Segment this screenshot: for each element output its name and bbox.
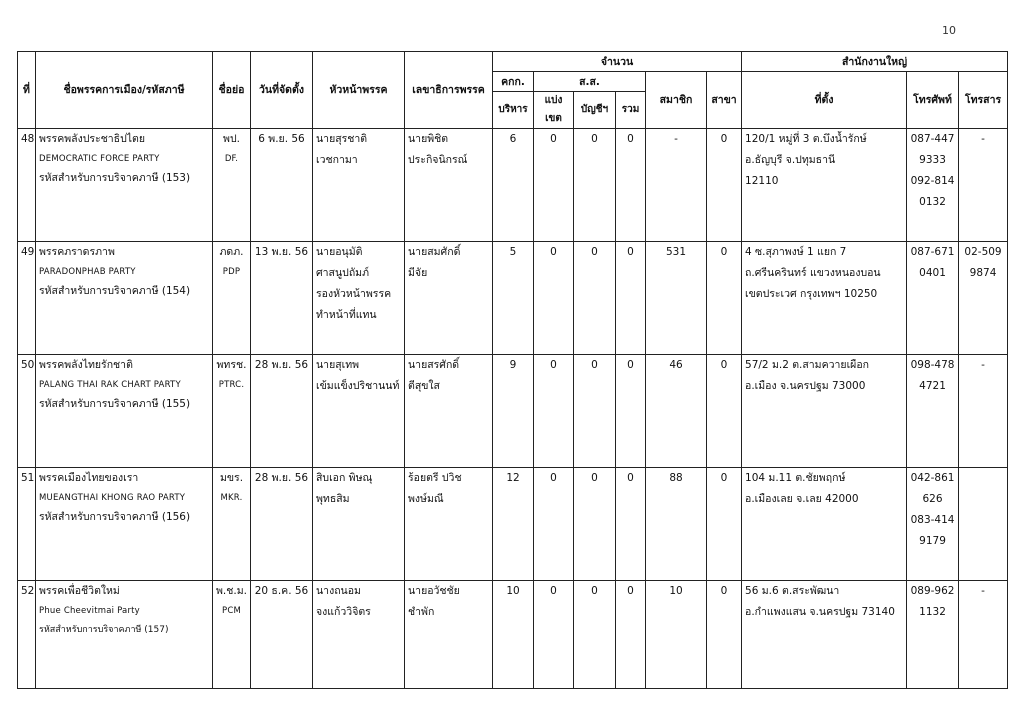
row-no: 51 (18, 468, 36, 581)
abbr-en: DF. (224, 154, 239, 164)
fax-line: 9874 (969, 267, 997, 279)
mp-district-count: 0 (534, 581, 574, 689)
abbr-en: PCM (222, 606, 241, 616)
mp-list-count: 0 (574, 129, 616, 242)
party-name-en: Phue Cheevitmai Party (39, 606, 140, 616)
phone-line: 092-814 (910, 175, 955, 187)
party-name-th: พรรคพลังประชาธิปไตย (39, 133, 145, 145)
header-no: ที่ (18, 52, 36, 129)
secretary-line: ร้อยตรี ปวิช (408, 472, 462, 484)
phone-line: 626 (922, 493, 943, 505)
header-count-group: จำนวน (493, 52, 742, 72)
address-cell (742, 581, 907, 689)
phone-cell (907, 355, 959, 468)
leader-line: จงแก้ววิจิตร (316, 606, 371, 618)
secretary-line: มีจัย (408, 267, 428, 279)
mp-list-count: 0 (574, 242, 616, 355)
leader-line: ทำหน้าที่แทน (316, 309, 377, 321)
members-count: 46 (646, 355, 707, 468)
abbr-cell (213, 129, 251, 242)
party-name-en: MUEANGTHAI KHONG RAO PARTY (39, 493, 186, 503)
address-line: ถ.ศรีนครินทร์ แขวงหนองบอน (745, 267, 881, 279)
header-exec-sub: บริหาร (493, 92, 534, 129)
header-hq-group: สำนักงานใหญ่ (742, 52, 1008, 72)
exec-count: 5 (493, 242, 534, 355)
phone-line: 9179 (919, 535, 946, 547)
leader-line: นางถนอม (316, 585, 361, 597)
branches-count: 0 (707, 355, 742, 468)
abbr-th: มขร. (219, 472, 244, 484)
branches-count: 0 (707, 129, 742, 242)
leader-line: นายอนุมัติ (316, 246, 363, 258)
phone-line: 083-414 (910, 514, 955, 526)
members-count: - (646, 129, 707, 242)
party-name-th: พรรคภราดรภาพ (39, 246, 115, 258)
header-abbr: ชื่อย่อ (213, 52, 251, 129)
address-line: 120/1 หมู่ที่ 3 ต.บึงน้ำรักษ์ (745, 133, 867, 145)
members-count: 10 (646, 581, 707, 689)
row-no: 48 (18, 129, 36, 242)
row-no: 49 (18, 242, 36, 355)
header-mp-total: รวม (616, 92, 646, 129)
mp-list-count: 0 (574, 355, 616, 468)
header-secretary: เลขาธิการพรรค (405, 52, 493, 129)
exec-count: 6 (493, 129, 534, 242)
table-row (18, 242, 1008, 355)
fax-cell (959, 355, 1008, 468)
exec-count: 10 (493, 581, 534, 689)
mp-list-count: 0 (574, 468, 616, 581)
branches-count: 0 (707, 242, 742, 355)
party-name-th: พรรคเมืองไทยของเรา (39, 472, 139, 484)
address-line: 4 ซ.สุภาพงษ์ 1 แยก 7 (745, 246, 847, 258)
phone-line: 087-671 (910, 246, 955, 258)
mp-total-count: 0 (616, 355, 646, 468)
exec-count: 9 (493, 355, 534, 468)
mp-district-count: 0 (534, 242, 574, 355)
leader-cell (313, 355, 405, 468)
founded-date: 20 ธ.ค. 56 (251, 581, 313, 689)
phone-line: 089-962 (910, 585, 955, 597)
row-no: 52 (18, 581, 36, 689)
abbr-en: PTRC. (218, 380, 245, 390)
secretary-line: นายพิชิต (408, 133, 449, 145)
exec-count: 12 (493, 468, 534, 581)
party-cell (36, 129, 213, 242)
mp-total-count: 0 (616, 242, 646, 355)
table-row (18, 581, 1008, 689)
secretary-cell (405, 355, 493, 468)
abbr-cell (213, 468, 251, 581)
phone-line: 0132 (919, 196, 946, 208)
leader-line: สิบเอก พิษณุ (316, 472, 373, 484)
leader-line: รองหัวหน้าพรรค (316, 288, 392, 300)
header-fax: โทรสาร (959, 72, 1008, 129)
header-mp-group: ส.ส. (534, 72, 646, 92)
secretary-line: พงษ์มณี (408, 493, 444, 505)
founded-date: 6 พ.ย. 56 (251, 129, 313, 242)
header-mp-district: แบ่งเขต (534, 92, 574, 129)
mp-district-count: 0 (534, 355, 574, 468)
secretary-line: ชำพัก (408, 606, 435, 618)
party-name-en: PARADONPHAB PARTY (39, 267, 136, 277)
party-table (17, 51, 1008, 689)
page-number: 10 (942, 24, 956, 37)
row-no: 50 (18, 355, 36, 468)
party-name-en: PALANG THAI RAK CHART PARTY (39, 380, 181, 390)
leader-line: นายสุรชาติ (316, 133, 368, 145)
address-line: อ.เมือง จ.นครปฐม 73000 (745, 380, 866, 392)
address-line: 56 ม.6 ต.สระพัฒนา (745, 585, 840, 597)
phone-line: 042-861 (910, 472, 955, 484)
party-cell (36, 468, 213, 581)
address-line: อ.เมืองเลย จ.เลย 42000 (745, 493, 859, 505)
leader-cell (313, 129, 405, 242)
branches-count: 0 (707, 468, 742, 581)
header-leader: หัวหน้าพรรค (313, 52, 405, 129)
header-mp-list: บัญชีฯ (574, 92, 616, 129)
abbr-cell (213, 242, 251, 355)
abbr-th: ภดภ. (219, 246, 244, 258)
leader-line: เวชกามา (316, 154, 358, 166)
phone-cell (907, 129, 959, 242)
party-cell (36, 242, 213, 355)
abbr-en: PDP (222, 267, 241, 277)
party-tax-code: รหัสสำหรับการบริจาคภาษี (157) (39, 625, 169, 635)
fax-cell (959, 242, 1008, 355)
party-cell (36, 581, 213, 689)
header-branches: สาขา (707, 72, 742, 129)
mp-total-count: 0 (616, 129, 646, 242)
address-cell (742, 355, 907, 468)
header-founded: วันที่จัดตั้ง (251, 52, 313, 129)
party-tax-code: รหัสสำหรับการบริจาคภาษี (153) (39, 172, 191, 184)
secretary-cell (405, 242, 493, 355)
fax-line: - (981, 359, 985, 371)
abbr-th: พทรช. (216, 359, 247, 371)
address-line: อ.ธัญบุรี จ.ปทุมธานี (745, 154, 836, 166)
phone-line: 0401 (919, 267, 946, 279)
abbr-cell (213, 355, 251, 468)
abbr-cell (213, 581, 251, 689)
party-name-en: DEMOCRATIC FORCE PARTY (39, 154, 160, 164)
address-line: 12110 (745, 175, 779, 187)
address-cell (742, 129, 907, 242)
phone-line: 087-447 (910, 133, 955, 145)
mp-district-count: 0 (534, 468, 574, 581)
phone-line: 098-478 (910, 359, 955, 371)
party-name-th: พรรคเพื่อชีวิตใหม่ (39, 585, 120, 597)
branches-count: 0 (707, 581, 742, 689)
leader-line: พุทธสิม (316, 493, 350, 505)
leader-cell (313, 468, 405, 581)
secretary-line: ประกิจนิกรณ์ (408, 154, 468, 166)
header-exec: คกก. (493, 72, 534, 92)
address-cell (742, 468, 907, 581)
table-row (18, 355, 1008, 468)
secretary-cell (405, 468, 493, 581)
phone-cell (907, 581, 959, 689)
address-cell (742, 242, 907, 355)
phone-line: 9333 (919, 154, 946, 166)
secretary-line: นายสรศักดิ์ (408, 359, 460, 371)
header-address: ที่ตั้ง (742, 72, 907, 129)
fax-line: - (981, 585, 985, 597)
secretary-line: นายสมศักดิ์ (408, 246, 461, 258)
abbr-th: พป. (223, 133, 240, 145)
phone-line: 1132 (919, 606, 946, 618)
founded-date: 13 พ.ย. 56 (251, 242, 313, 355)
fax-cell (959, 129, 1008, 242)
party-cell (36, 355, 213, 468)
secretary-cell (405, 581, 493, 689)
mp-district-count: 0 (534, 129, 574, 242)
abbr-en: MKR. (220, 493, 243, 503)
leader-cell (313, 242, 405, 355)
secretary-cell (405, 129, 493, 242)
address-line: 104 ม.11 ต.ชัยพฤกษ์ (745, 472, 846, 484)
leader-line: เข้มแข็งปริชานนท์ (316, 380, 400, 392)
mp-list-count: 0 (574, 581, 616, 689)
fax-cell (959, 468, 1008, 581)
secretary-line: ตีสุขใส (408, 380, 440, 392)
founded-date: 28 พ.ย. 56 (251, 468, 313, 581)
mp-total-count: 0 (616, 468, 646, 581)
fax-cell (959, 581, 1008, 689)
address-line: 57/2 ม.2 ต.สามควายเผือก (745, 359, 869, 371)
members-count: 88 (646, 468, 707, 581)
table-row (18, 129, 1008, 242)
leader-cell (313, 581, 405, 689)
address-line: อ.กำแพงแสน จ.นครปฐม 73140 (745, 606, 895, 618)
header-members: สมาชิก (646, 72, 707, 129)
address-line: เขตประเวศ กรุงเทพฯ 10250 (745, 288, 878, 300)
party-tax-code: รหัสสำหรับการบริจาคภาษี (154) (39, 285, 191, 297)
header-phone: โทรศัพท์ (907, 72, 959, 129)
abbr-th: พ.ช.ม. (216, 585, 247, 597)
fax-line: 02-509 (964, 246, 1002, 258)
members-count: 531 (646, 242, 707, 355)
party-name-th: พรรคพลังไทยรักชาติ (39, 359, 133, 371)
founded-date: 28 พ.ย. 56 (251, 355, 313, 468)
fax-line: - (981, 133, 985, 145)
phone-line: 4721 (919, 380, 946, 392)
phone-cell (907, 242, 959, 355)
table-row (18, 468, 1008, 581)
phone-cell (907, 468, 959, 581)
party-tax-code: รหัสสำหรับการบริจาคภาษี (155) (39, 398, 191, 410)
secretary-line: นายอวัชชัย (408, 585, 460, 597)
leader-line: นายสุเทพ (316, 359, 360, 371)
header-party-name: ชื่อพรรคการเมือง/รหัสภาษี (36, 52, 213, 129)
mp-total-count: 0 (616, 581, 646, 689)
party-tax-code: รหัสสำหรับการบริจาคภาษี (156) (39, 511, 191, 523)
leader-line: ศาสนูปถัมภ์ (316, 267, 370, 279)
